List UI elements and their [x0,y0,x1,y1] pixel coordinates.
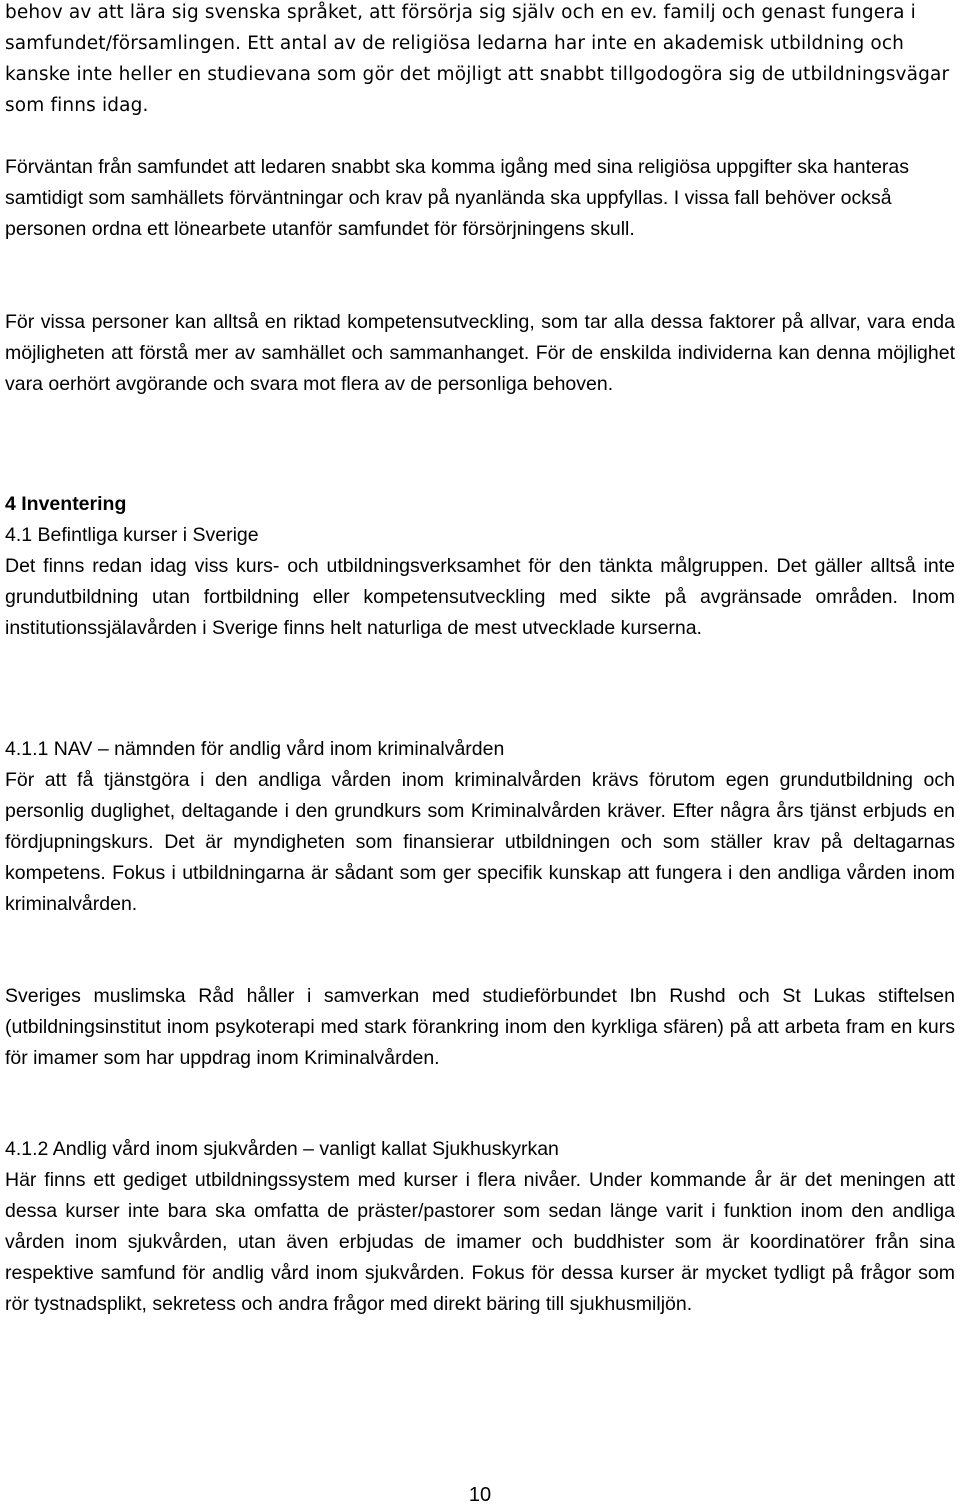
heading-section-4-1-1: 4.1.1 NAV – nämnden för andlig vård inom kriminalvården [5,738,505,760]
heading-section-4-1: 4.1 Befintliga kurser i Sverige [5,524,259,546]
paragraph-hospital-chaplaincy: Här finns ett gediget utbildningssystem med kurser i flera nivåer. Under kommande år är det meningen att dessa kurser inte bara ska omfatta de präster/pastorer som sedan länge varit i funktion inom den andliga vården inom sjukvården, utan även erbjudas de imamer och buddhister som är koordinatörer från sina respektive samfund för andlig vård inom sjukvården. Fokus för dessa kurser är mycket tydligt på frågor som rör tystnadsplikt, sekretess och andra frågor med direkt bäring till sjukhusmiljön. [5,1169,955,1315]
paragraph-nav-prison-care: För att få tjänstgöra i den andliga vården inom kriminalvården krävs förutom egen grundutbildning och personlig duglighet, deltagande i den grundkurs som Kriminalvården kräver. Efter några års tjänst erbjuds en fördjupningskurs. Det är myndigheten som finansierar utbildningen och som ställer krav på deltagarnas kompetens. Fokus i utbildningarna är sådant som ger specifik kunskap att fungera i den andliga vården inom kriminalvården. [5,769,955,915]
paragraph-muslim-council: Sveriges muslimska Råd håller i samverkan med studieförbundet Ibn Rushd och St Lukas stiftelsen (utbildningsinstitut inom psykoterapi med stark förankring inom den kyrkliga sfären) på att arbeta fram en kurs för imamer som har uppdrag inom Kriminalvården. [5,985,955,1069]
paragraph-community-expectations: Förväntan från samfundet att ledaren snabbt ska komma igång med sina religiösa uppgifter ska hanteras samtidigt som samhällets förväntningar och krav på nyanlända ska uppfyllas. I vissa fall behöver också personen ordna ett lönearbete utanför samfundet för försörjningens skull. [5,156,910,240]
paragraph-religious-leaders-needs: behov av att lära sig svenska språket, att försörja sig själv och en ev. familj och genast fungera i samfundet/församlingen. Ett antal av de religiösa ledarna har inte en akademisk utbildning och kanske inte heller en studievana som gör det möjligt att snabbt tillgodogöra sig de utbildningsvägar som finns idag. [5,2,950,116]
heading-section-4-1-2: 4.1.2 Andlig vård inom sjukvården – vanligt kallat Sjukhuskyrkan [5,1138,559,1160]
paragraph-existing-courses: Det finns redan idag viss kurs- och utbildningsverksamhet för den tänkta målgruppen. Det gäller alltså inte grundutbildning utan fortbildning eller kompetensutveckling med sikte på avgränsade områden. Inom institutionssjälavården i Sverige finns helt naturliga de mest utvecklade kurserna. [5,555,955,639]
paragraph-competence-development: För vissa personer kan alltså en riktad kompetensutveckling, som tar alla dessa faktorer på allvar, vara enda möjligheten att förstå mer av samhället och sammanhanget. För de enskilda individerna kan denna möjlighet vara oerhört avgörande och svara mot flera av de personliga behoven. [5,311,955,395]
page-number: 10 [468,1484,492,1506]
heading-section-4: 4 Inventering [5,493,127,515]
